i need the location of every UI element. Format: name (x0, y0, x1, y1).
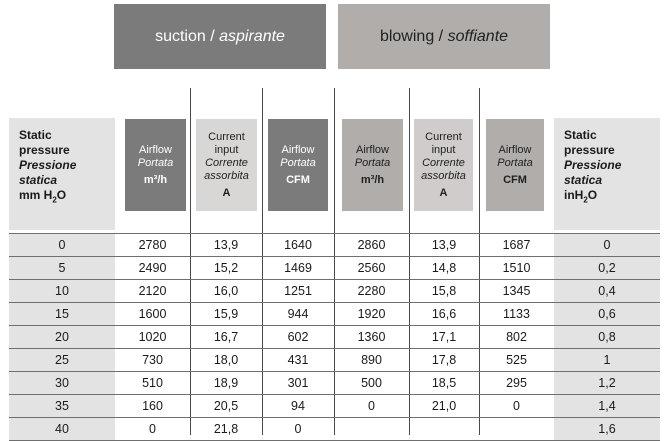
static-pressure-in-cell: 1,2 (554, 372, 660, 395)
table-row (9, 372, 660, 395)
col-label-italian: Corrente (205, 156, 248, 169)
col-label-italian: Portata (137, 156, 174, 169)
blowing-airflow-cfm-cell: 1510 (479, 257, 554, 280)
header-unit (19, 188, 115, 207)
col-unit: CFM (286, 173, 310, 186)
static-pressure-in-cell: 0,8 (554, 326, 660, 349)
static-pressure-in-cell: 0,2 (554, 257, 660, 280)
suction-current-cell: 13,9 (190, 234, 262, 257)
suction-airflow-m3h-cell: 1020 (115, 326, 190, 349)
col-label-italian: Corrente (422, 156, 465, 169)
unit-subscript: 2 (583, 195, 588, 205)
suction-current-cell: 16,7 (190, 326, 262, 349)
unit-text: inH (564, 188, 584, 202)
header-line-italian: statica (19, 173, 58, 187)
blowing-airflow-m3h-cell: 1920 (334, 303, 409, 326)
col-unit: m³/h (143, 173, 168, 186)
static-pressure-in-cell: 0,6 (554, 303, 660, 326)
table-row (9, 349, 660, 372)
suction-airflow-m3h-cell: 0 (115, 418, 190, 441)
suction-current-cell: 18,9 (190, 372, 262, 395)
blowing-band-header (338, 4, 550, 69)
suction-airflow-cfm-cell: 94 (262, 395, 334, 418)
static-pressure-mm-cell: 10 (9, 280, 115, 303)
suction-airflow-cfm-cell: 602 (262, 326, 334, 349)
suction-airflow-cfm-cell: 1251 (262, 280, 334, 303)
suction-airflow-m3h-cell: 2780 (115, 234, 190, 257)
blowing-airflow-cfm-cell: 525 (479, 349, 554, 372)
static-pressure-in-cell: 1,4 (554, 395, 660, 418)
blowing-current-cell (409, 418, 479, 441)
col-unit: m³/h (360, 173, 385, 186)
col-label: Current (425, 130, 462, 143)
blowing-airflow-m3h-cell: 1360 (334, 326, 409, 349)
blowing-label: blowing / (379, 27, 444, 45)
static-pressure-in-header (554, 118, 660, 230)
suction-current-cell: 15,2 (190, 257, 262, 280)
col-label: Airflow (355, 143, 389, 156)
blowing-airflow-cfm-header (486, 119, 544, 211)
table-row (9, 303, 660, 326)
unit-subscript: 2 (52, 195, 57, 205)
col-label-italian: Portata (497, 156, 533, 169)
blowing-label-italian: soffiante (447, 27, 509, 45)
suction-current-cell: 21,8 (190, 418, 262, 441)
static-pressure-mm-cell: 25 (9, 349, 115, 372)
table-row (9, 234, 660, 257)
suction-airflow-m3h-header (125, 119, 186, 211)
col-label: Current (208, 130, 245, 143)
suction-label: suction / (155, 27, 215, 45)
static-pressure-mm-cell: 15 (9, 303, 115, 326)
blowing-current-header (414, 119, 473, 211)
blowing-airflow-m3h-cell: 2280 (334, 280, 409, 303)
blowing-current-cell: 18,5 (409, 372, 479, 395)
header-line: Static (564, 128, 597, 142)
col-label: Airflow (498, 143, 532, 156)
suction-label-italian: aspirante (219, 27, 285, 45)
header-line: pressure (564, 143, 615, 157)
blowing-airflow-m3h-cell: 2860 (334, 234, 409, 257)
col-label-italian: assorbita (421, 169, 466, 182)
unit-text-end: O (56, 188, 67, 202)
performance-table (9, 233, 660, 441)
suction-airflow-cfm-cell: 1469 (262, 257, 334, 280)
suction-airflow-cfm-header (268, 119, 328, 211)
suction-airflow-cfm-cell: 1640 (262, 234, 334, 257)
blowing-airflow-m3h-header (342, 119, 403, 211)
static-pressure-in-cell: 1 (554, 349, 660, 372)
table-row (9, 418, 660, 441)
col-unit: CFM (503, 173, 527, 186)
suction-airflow-cfm-cell: 944 (262, 303, 334, 326)
blowing-current-cell: 17,1 (409, 326, 479, 349)
blowing-current-cell: 13,9 (409, 234, 479, 257)
static-pressure-in-cell: 0 (554, 234, 660, 257)
header-line-italian: statica (564, 173, 603, 187)
col-label: Airflow (138, 143, 172, 156)
blowing-airflow-m3h-cell: 890 (334, 349, 409, 372)
suction-current-cell: 18,0 (190, 349, 262, 372)
blowing-airflow-cfm-cell (479, 418, 554, 441)
suction-band-header (114, 4, 326, 69)
blowing-airflow-cfm-cell: 0 (479, 395, 554, 418)
blowing-airflow-cfm-cell: 1133 (479, 303, 554, 326)
static-pressure-mm-cell: 40 (9, 418, 115, 441)
suction-current-cell: 20,5 (190, 395, 262, 418)
static-pressure-mm-cell: 30 (9, 372, 115, 395)
table-row (9, 326, 660, 349)
suction-airflow-cfm-cell: 301 (262, 372, 334, 395)
table-row (9, 395, 660, 418)
static-pressure-mm-cell: 0 (9, 234, 115, 257)
blowing-airflow-cfm-cell: 1345 (479, 280, 554, 303)
header-line: Static (19, 128, 52, 142)
unit-text: mm H (19, 188, 53, 202)
suction-current-cell: 15,9 (190, 303, 262, 326)
blowing-airflow-m3h-cell: 2560 (334, 257, 409, 280)
suction-airflow-cfm-cell: 0 (262, 418, 334, 441)
col-unit: A (222, 186, 231, 199)
col-label: input (214, 143, 239, 156)
static-pressure-in-cell: 1,6 (554, 418, 660, 441)
blowing-current-cell: 17,8 (409, 349, 479, 372)
header-line: pressure (19, 143, 70, 157)
suction-airflow-m3h-cell: 1600 (115, 303, 190, 326)
blowing-current-cell: 16,6 (409, 303, 479, 326)
col-label: Airflow (281, 143, 315, 156)
header-line-italian: Pressione (564, 158, 622, 172)
suction-current-cell: 16,0 (190, 280, 262, 303)
blowing-airflow-m3h-cell: 0 (334, 395, 409, 418)
blowing-airflow-cfm-cell: 802 (479, 326, 554, 349)
static-pressure-mm-header (9, 118, 115, 230)
table-row (9, 280, 660, 303)
col-label: input (431, 143, 456, 156)
suction-airflow-m3h-cell: 730 (115, 349, 190, 372)
col-label-italian: assorbita (204, 169, 249, 182)
blowing-current-cell: 14,8 (409, 257, 479, 280)
blowing-airflow-m3h-cell (334, 418, 409, 441)
blowing-airflow-cfm-cell: 1687 (479, 234, 554, 257)
suction-current-header (196, 119, 257, 211)
static-pressure-in-cell: 0,4 (554, 280, 660, 303)
suction-airflow-cfm-cell: 431 (262, 349, 334, 372)
header-line-italian: Pressione (19, 158, 77, 172)
static-pressure-mm-cell: 35 (9, 395, 115, 418)
suction-airflow-m3h-cell: 2490 (115, 257, 190, 280)
static-pressure-mm-cell: 20 (9, 326, 115, 349)
col-label-italian: Portata (354, 156, 391, 169)
blowing-current-cell: 15,8 (409, 280, 479, 303)
suction-airflow-m3h-cell: 510 (115, 372, 190, 395)
suction-airflow-m3h-cell: 2120 (115, 280, 190, 303)
header-unit (564, 188, 660, 207)
col-label-italian: Portata (280, 156, 316, 169)
blowing-airflow-m3h-cell: 500 (334, 372, 409, 395)
unit-text-end: O (587, 188, 598, 202)
blowing-airflow-cfm-cell: 295 (479, 372, 554, 395)
static-pressure-mm-cell: 5 (9, 257, 115, 280)
table-row (9, 257, 660, 280)
suction-airflow-m3h-cell: 160 (115, 395, 190, 418)
blowing-current-cell: 21,0 (409, 395, 479, 418)
col-unit: A (439, 186, 448, 199)
